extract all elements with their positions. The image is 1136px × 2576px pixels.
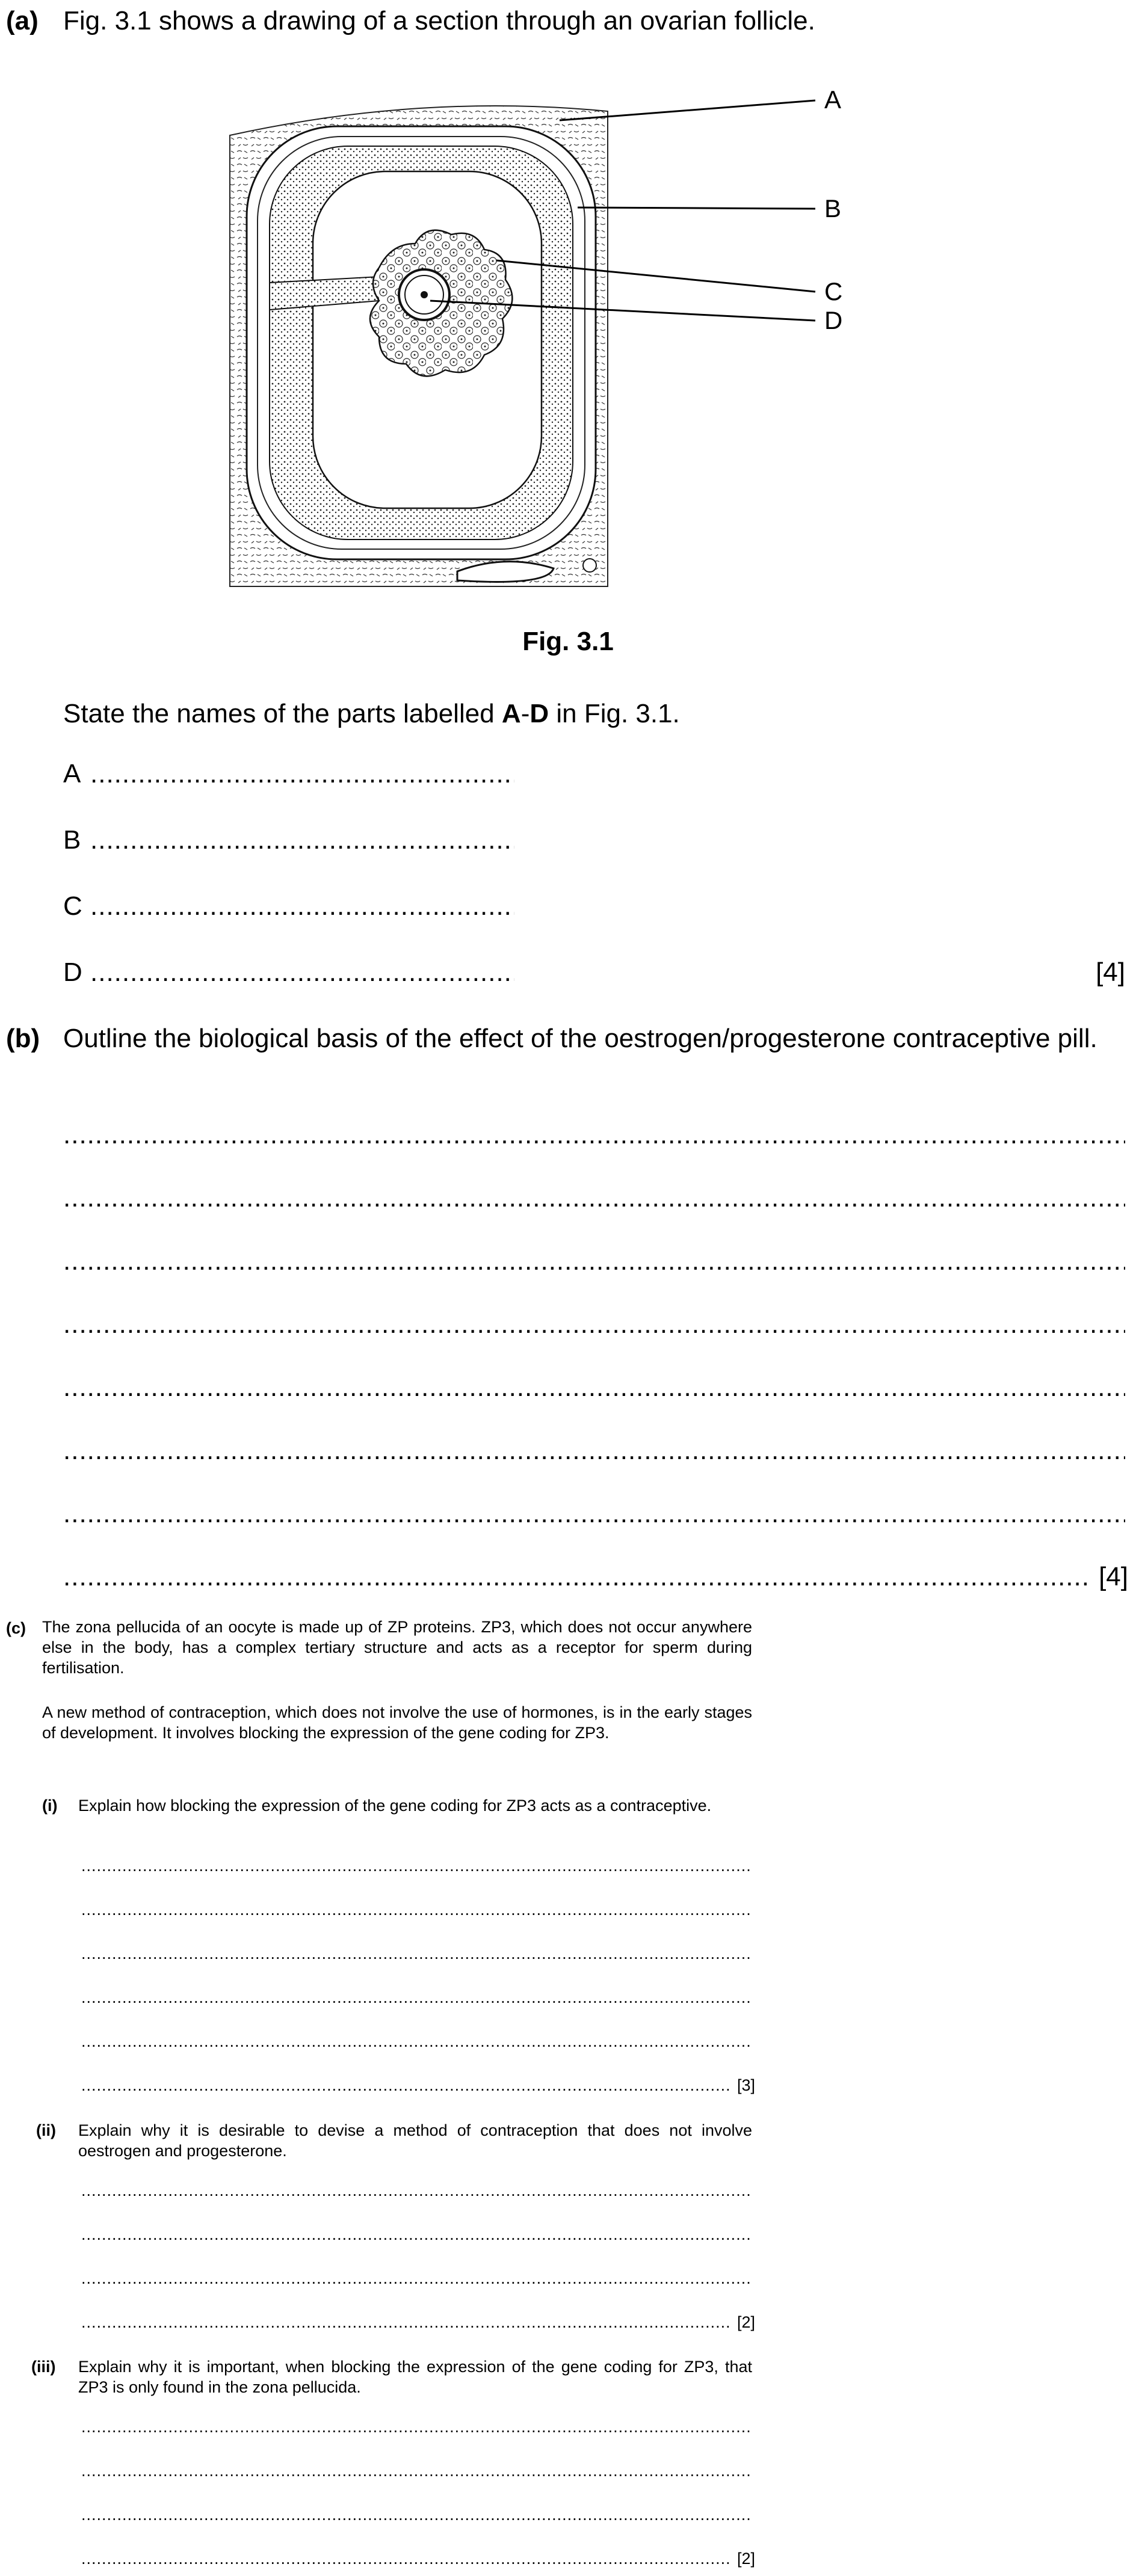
answer-line-b[interactable]: B..... xyxy=(63,824,520,856)
answer-line-b6[interactable] xyxy=(63,1434,1125,1467)
part-a-marks: [4] xyxy=(1096,958,1125,987)
part-b-question: Outline the biological basis of the effect of the oestrogen/progesterone contraceptive pill. xyxy=(63,1024,1097,1053)
part-c-ii-label: (ii) xyxy=(36,2121,56,2139)
part-c-ii-question: Explain why it is desirable to devise a method of contraception that does not involve oestrogen and progesterone. xyxy=(78,2121,752,2160)
answer-line-cii1[interactable] xyxy=(81,2180,752,2201)
part-b-marks: [4] xyxy=(1099,1562,1128,1591)
figure-label-a: A xyxy=(824,85,842,114)
figure-label-c: C xyxy=(824,277,843,306)
figure-label-d: D xyxy=(824,306,843,334)
part-c-para2: A new method of contraception, which does not involve the use of hormones, is in the early stages of development. It involves blocking the expression of the gene coding for ZP3. xyxy=(42,1703,752,1742)
answer-line-b1[interactable] xyxy=(63,1119,1125,1151)
answer-line-cii3[interactable] xyxy=(81,2268,752,2289)
answer-line-a[interactable]: A..... xyxy=(63,758,520,790)
answer-line-ci2[interactable] xyxy=(81,1899,752,1920)
answer-line-ci4[interactable] xyxy=(81,1987,752,2008)
figure-label-b: B xyxy=(824,194,842,223)
part-c-i-marks: [3] xyxy=(736,2076,755,2094)
answer-line-ciii3[interactable] xyxy=(81,2504,752,2525)
answer-line-ci5[interactable] xyxy=(81,2031,752,2052)
part-c-ii-marks: [2] xyxy=(736,2313,755,2331)
answer-line-d[interactable]: D..... xyxy=(63,956,520,989)
part-c-i-question: Explain how blocking the expression of the gene coding for ZP3 acts as a contraceptive. xyxy=(78,1797,712,1815)
answer-line-b5[interactable] xyxy=(63,1371,1125,1404)
answer-line-b7[interactable] xyxy=(63,1498,1125,1530)
part-c-iii-label: (iii) xyxy=(31,2358,56,2376)
part-a-intro: Fig. 3.1 shows a drawing of a section through an ovarian follicle. xyxy=(63,6,815,35)
part-c-para1: The zona pellucida of an oocyte is made up of ZP proteins. ZP3, which does not occur anywhere else in the body, has a complex tertiary structure and acts as a receptor for sperm during fertilisation. xyxy=(42,1618,752,1677)
answer-line-ciii4[interactable] xyxy=(81,2548,730,2569)
answer-line-cii2[interactable] xyxy=(81,2224,752,2245)
part-c-iii-marks: [2] xyxy=(736,2550,755,2568)
part-c-iii-question: Explain why it is important, when blocking the expression of the gene coding for ZP3, that ZP3 is only found in the zona pellucida. xyxy=(78,2358,752,2396)
answer-line-b2[interactable] xyxy=(63,1182,1125,1214)
answer-line-ci3[interactable] xyxy=(81,1943,752,1964)
answer-line-ci6[interactable] xyxy=(81,2075,730,2095)
answer-line-b4[interactable] xyxy=(63,1308,1125,1341)
ovarian-follicle-figure xyxy=(223,69,866,598)
answer-line-cii4[interactable] xyxy=(81,2312,730,2332)
part-a-question: State the names of the parts labelled A-D in Fig. 3.1. xyxy=(63,699,680,728)
part-a-label: (a) xyxy=(6,6,39,35)
answer-line-ci1[interactable] xyxy=(81,1855,752,1876)
part-c-label: (c) xyxy=(6,1619,26,1637)
answer-line-ciii1[interactable] xyxy=(81,2417,752,2437)
answer-line-b8[interactable] xyxy=(63,1561,1092,1593)
part-b-label: (b) xyxy=(6,1024,40,1053)
figure-caption: Fig. 3.1 xyxy=(522,627,614,656)
part-c-i-label: (i) xyxy=(42,1797,58,1815)
answer-line-c[interactable]: C..... xyxy=(63,890,520,923)
answer-line-b3[interactable] xyxy=(63,1245,1125,1277)
answer-line-ciii2[interactable] xyxy=(81,2461,752,2481)
